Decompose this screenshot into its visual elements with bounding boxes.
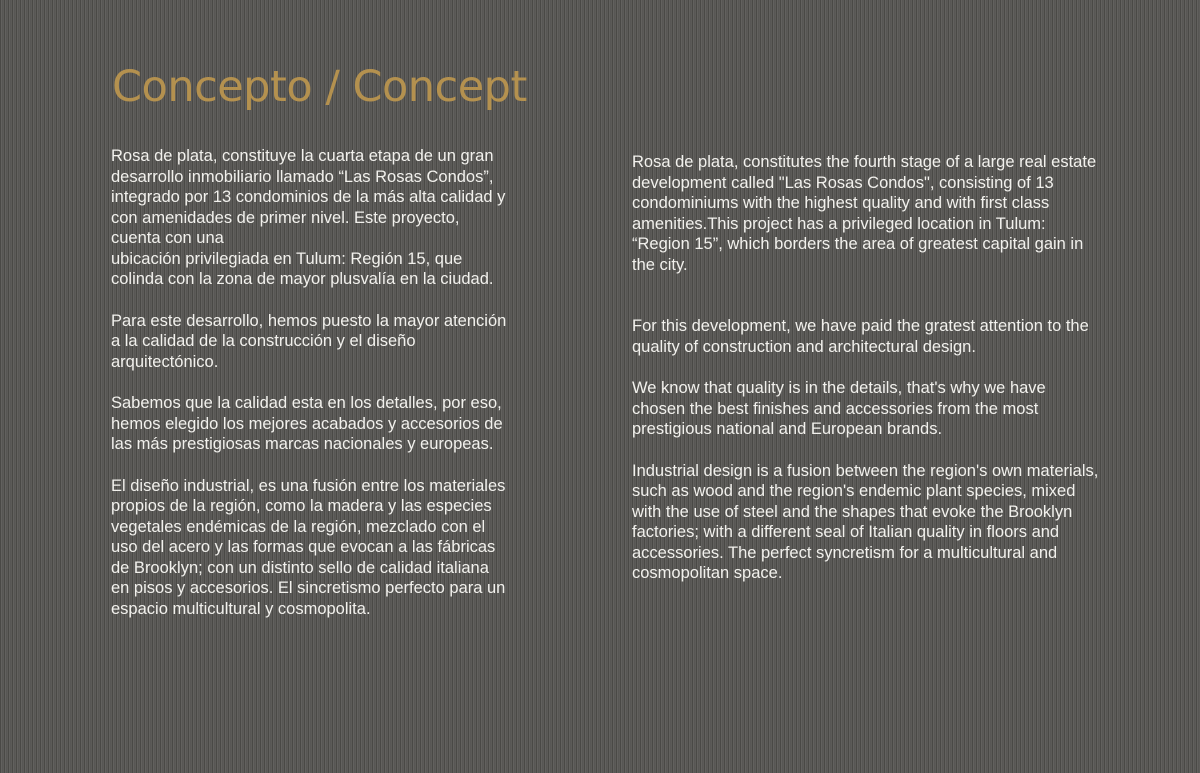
spanish-paragraph-1: Rosa de plata, constituye la cuarta etapa de un gran desarrollo inmobiliario llamado “Las Rosas Condos”, integrado por 13 condominios de la más alta calidad y con amenidades de primer nivel. Este proyecto, cuenta con una ubicación privilegiada en Tulum: Región 15, que colinda con la zona de mayor plusvalía en la ciudad. [111,147,506,288]
english-column [632,152,1187,584]
paragraph-spacer [632,357,1187,378]
english-paragraph-3: We know that quality is in the details, that's why we have chosen the best finishes and accessories from the most prestigious national and European brands. [632,379,1046,438]
spanish-paragraph-4: El diseño industrial, es una fusión entre los materiales propios de la región, como la madera y las especies vegetales endémicas de la región, mezclado con el uso del acero y las formas que evocan a las fábricas de Brooklyn; con un distinto sello de calidad italiana en pisos y accesorios. El sincretismo perfecto para un espacio multicultural y cosmopolita. [111,476,506,618]
paragraph-spacer [111,372,573,393]
page-title: Concepto / Concept [112,62,527,112]
paragraph-spacer [111,290,573,311]
paragraph-spacer [111,455,573,476]
spanish-paragraph-2: Para este desarrollo, hemos puesto la mayor atención a la calidad de la construcción y el diseño arquitectónico. [111,311,507,371]
english-paragraph-1: Rosa de plata, constitutes the fourth stage of a large real estate development called "Las Rosas Condos", consisting of 13 condominiums with the highest quality and with first class amenities.This project has a privileged location in Tulum: “Region 15”, which borders the area of greatest capital gain in the city. [632,153,1097,274]
english-paragraph-2: For this development, we have paid the gratest attention to the quality of construction and architectural design. [632,317,1089,356]
paragraph-spacer [632,275,1187,316]
spanish-column [111,146,573,619]
paragraph-spacer [632,440,1187,461]
english-paragraph-4: Industrial design is a fusion between the region's own materials, such as wood and the region's endemic plant species, mixed with the use of steel and the shapes that evoke the Brooklyn factories; with a different seal of Italian quality in floors and accessories. The perfect syncretism for a multicultural and cosmopolitan space. [632,461,1099,582]
spanish-paragraph-3: Sabemos que la calidad esta en los detalles, por eso, hemos elegido los mejores acabados y accesorios de las más prestigiosas marcas nacionales y europeas. [111,394,503,453]
